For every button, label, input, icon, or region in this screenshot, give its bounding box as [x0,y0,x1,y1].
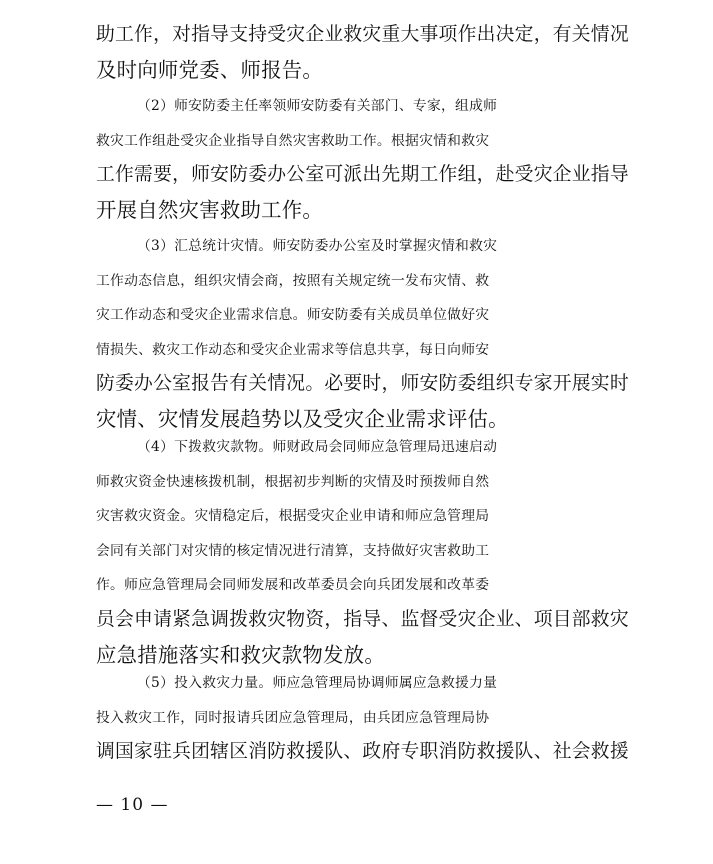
text-line: 情损失、救灾工作动态和受灾企业需求等信息共享，每日向师安 [96,341,490,358]
text-line: （3）汇总统计灾情。师安防委办公室及时掌握灾情和救灾 [137,238,498,254]
text-line: 助工作，对指导支持受灾企业救灾重大事项作出决定，有关情况 [96,24,629,45]
paragraph-item-2 [96,89,629,227]
text-line: 工作动态信息，组织灾情会商，按照有关规定统一发布灾情、救 [96,272,490,289]
text-line: 救灾工作组赴受灾企业指导自然灾害救助工作。根据灾情和救灾 [96,132,490,149]
paragraph-item-5 [96,666,629,770]
text-line: 会同有关部门对灾情的核定情况进行清算，支持做好灾害救助工 [96,542,490,559]
text-line: 开展自然灾害救助工作。 [96,197,324,222]
text-line: 灾害救灾资金。灾情稳定后，根据受灾企业申请和师应急管理局 [96,508,490,525]
paragraph-item-4 [96,430,629,672]
text-line: （5）投入救灾力量。师应急管理局协调师属应急救援力量 [137,675,498,691]
paragraph-item-3 [96,229,629,437]
text-line: 应急措施落实和救灾款物发放。 [96,642,385,667]
paragraph-continuation [96,18,629,87]
text-line: （2）师安防委主任率领师安防委有关部门、专家，组成师 [137,98,498,114]
text-line: 灾工作动态和受灾企业需求信息。师安防委有关成员单位做好灾 [96,307,490,324]
text-line: 员会申请紧急调拨救灾物资，指导、监督受灾企业、项目部救灾 [96,608,629,630]
text-line: 及时向师党委、师报告。 [96,57,324,82]
text-line: 灾情、灾情发展趋势以及受灾企业需求评估。 [96,406,509,431]
text-line: 师救灾资金快速核拨机制，根据初步判断的灾情及时预拨师自然 [96,473,490,490]
text-line: 工作需要，师安防委办公室可派出先期工作组，赴受灾企业指导 [96,164,629,186]
text-line: （4）下拨救灾款物。师财政局会同师应急管理局迅速启动 [137,439,498,455]
page-number: — 10 — [96,795,169,815]
text-line: 防委办公室报告有关情况。必要时，师安防委组织专家开展实时 [96,373,629,395]
text-line: 投入救灾工作，同时报请兵团应急管理局，由兵团应急管理局协 [96,709,490,726]
text-line: 作。师应急管理局会同师发展和改革委员会向兵团发展和改革委 [96,577,490,594]
text-line: 调国家驻兵团辖区消防救援队、政府专职消防救援队、社会救援 [96,741,629,763]
